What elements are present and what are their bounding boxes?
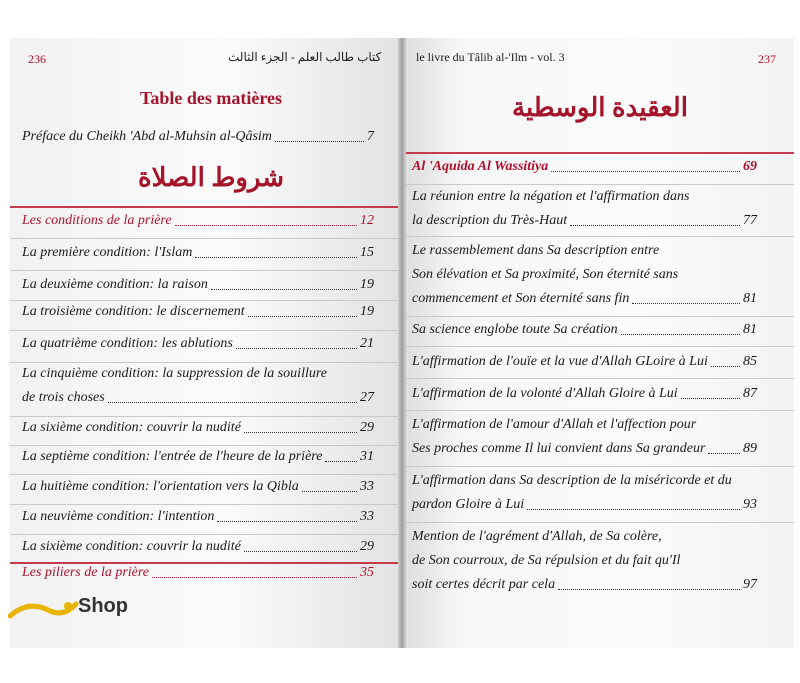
toc-title: Table des matières: [140, 88, 282, 108]
toc-entry: La quatrième condition: les ablutions 21: [22, 336, 374, 351]
toc-entry-line: de Son courroux, de Sa répulsion et du fait qu'Il: [412, 553, 681, 568]
toc-entry: La troisième condition: le discernement 19: [22, 304, 374, 319]
divider: [402, 522, 794, 523]
toc-entry-line: L'affirmation dans Sa description de la miséricorde et du: [412, 473, 732, 488]
arabic-title-aqida: العقيدة الوسطية: [512, 93, 688, 122]
right-page-number: 237: [758, 52, 776, 66]
divider: [10, 270, 402, 271]
toc-entry: la description du Très-Haut 77: [412, 213, 757, 228]
divider: [10, 330, 402, 331]
toc-section-piliers: Les piliers de la prière 35: [22, 565, 374, 580]
left-page-number: 236: [28, 52, 46, 66]
toc-entry: La sixième condition: couvrir la nudité 29: [22, 539, 374, 554]
toc-entry: L'affirmation de la volonté d'Allah Gloire à Lui 87: [412, 386, 757, 401]
toc-entry-line: Mention de l'agrément d'Allah, de Sa colère,: [412, 529, 662, 544]
divider: [10, 504, 402, 505]
shop-logo-text: Shop: [78, 595, 128, 617]
toc-entry: commencement et Son éternité sans fin 81: [412, 291, 757, 306]
right-page: [402, 38, 794, 648]
divider: [10, 534, 402, 535]
toc-entry-line: Le rassemblement dans Sa description entre: [412, 243, 660, 258]
divider: [10, 474, 402, 475]
open-book: [10, 38, 790, 648]
toc-section-aquida: Al 'Aquida Al Wassitiya 69: [412, 159, 757, 174]
divider: [10, 206, 402, 208]
toc-entry: La deuxième condition: la raison 19: [22, 277, 374, 292]
arabic-title-shurut: شروط الصلاة: [138, 163, 285, 192]
toc-section-conditions: Les conditions de la prière 12: [22, 213, 374, 228]
toc-entry: La première condition: l'Islam 15: [22, 245, 374, 260]
toc-entry: La septième condition: l'entrée de l'heure de la prière 31: [22, 449, 374, 464]
toc-entry-line: Son élévation et Sa proximité, Son éternité sans: [412, 267, 679, 282]
divider: [402, 184, 794, 185]
toc-entry-line: L'affirmation de l'amour d'Allah et l'affection pour: [412, 417, 697, 432]
left-running-head: كتاب طالب العلم - الجزء الثالث: [228, 50, 382, 64]
divider: [402, 316, 794, 317]
book-gutter: [398, 38, 406, 648]
toc-entry: pardon Gloire à Lui 93: [412, 497, 757, 512]
divider: [402, 466, 794, 467]
toc-entry-preface: Préface du Cheikh 'Abd al-Muhsin al-Qâsim 7: [22, 129, 374, 144]
divider: [10, 238, 402, 239]
divider: [402, 410, 794, 411]
toc-entry: de trois choses 27: [22, 390, 374, 405]
left-page: [10, 38, 402, 648]
divider: [402, 236, 794, 237]
divider: [402, 152, 794, 154]
right-running-head: le livre du Tâlib al-'Ilm - vol. 3: [416, 50, 565, 64]
toc-entry: La neuvième condition: l'intention 33: [22, 509, 374, 524]
divider: [402, 346, 794, 347]
toc-entry: soit certes décrit par cela 97: [412, 577, 757, 592]
toc-entry-line: La cinquième condition: la suppression de la souillure: [22, 366, 327, 381]
toc-entry: L'affirmation de l'ouïe et la vue d'Allah GLoire à Lui 85: [412, 354, 757, 369]
toc-entry-line: La réunion entre la négation et l'affirmation dans: [412, 189, 690, 204]
toc-entry: La sixième condition: couvrir la nudité 29: [22, 420, 374, 435]
toc-entry: Sa science englobe toute Sa création 81: [412, 322, 757, 337]
toc-entry: Ses proches comme Il lui convient dans Sa grandeur 89: [412, 441, 757, 456]
divider: [402, 378, 794, 379]
toc-entry: La huitième condition: l'orientation vers la Qibla 33: [22, 479, 374, 494]
